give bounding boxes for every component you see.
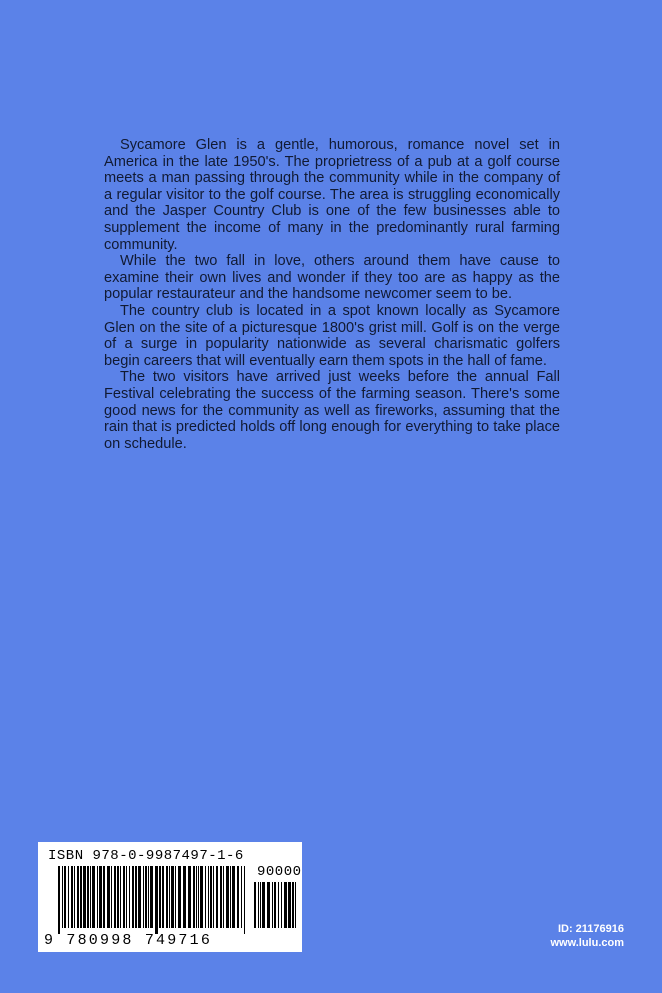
barcode-bar xyxy=(92,866,95,928)
barcode-bar xyxy=(90,866,91,928)
barcode-bar xyxy=(284,882,287,928)
barcode-bar xyxy=(193,866,195,928)
barcode-bar xyxy=(230,866,231,928)
barcode-bar xyxy=(71,866,73,928)
barcode-bar xyxy=(166,866,168,928)
barcode-bar xyxy=(198,866,199,928)
barcode-bar xyxy=(169,866,170,928)
barcode-bar xyxy=(175,866,176,928)
barcode-bar xyxy=(74,866,75,928)
barcode-bar xyxy=(205,866,206,928)
publisher-imprint xyxy=(550,922,624,950)
barcode-bar xyxy=(171,866,174,928)
barcode-bar xyxy=(68,866,69,928)
barcode-bar xyxy=(220,866,222,928)
barcode-bar xyxy=(241,866,242,928)
barcode-bar xyxy=(123,866,125,928)
ean-digits: 9 780998 749716 xyxy=(44,932,213,949)
blurb-paragraph: The country club is located in a spot known locally as Sycamore Glen on the site of a picturesque 1800's grist mill. Golf is on the verge of a surge in popularity nationwide as several charismatic golfers begin careers that will eventually earn them spots in the hall of fame. xyxy=(104,302,560,369)
back-cover-blurb xyxy=(104,137,560,452)
barcode-bar xyxy=(213,866,214,928)
barcode-bar xyxy=(114,866,116,928)
barcode-bar xyxy=(83,866,86,928)
barcode-bar xyxy=(258,882,259,928)
barcode-bar xyxy=(87,866,89,928)
blurb-paragraph: While the two fall in love, others around them have cause to examine their own lives and wonder if they too are as happy as the popular restaurateur and the handsome newcomer seem to be. xyxy=(104,253,560,303)
publisher-website: www.lulu.com xyxy=(550,937,624,949)
barcode-bar xyxy=(148,866,149,928)
barcode-bar xyxy=(295,882,296,928)
barcode-bar xyxy=(262,882,265,928)
barcode-bar xyxy=(216,866,218,928)
barcode-bar xyxy=(278,882,279,928)
barcode-bar xyxy=(132,866,134,928)
barcode-bar xyxy=(58,866,60,934)
barcode-bar xyxy=(143,866,144,928)
barcode-bar xyxy=(210,866,212,928)
barcode-bar xyxy=(244,866,245,934)
barcode-bar xyxy=(162,866,164,928)
barcode-bars xyxy=(58,866,248,934)
blurb-paragraph: The two visitors have arrived just weeks before the annual Fall Festival celebrating the success of the farming season. There's some good news for the community as well as fireworks, assuming that the rain that is predicted holds off long enough for everything to take place on schedule. xyxy=(104,369,560,452)
barcode-bar xyxy=(135,866,137,928)
barcode-bar xyxy=(159,866,161,928)
barcode-bar xyxy=(129,866,130,928)
barcode-bar xyxy=(145,866,147,928)
barcode-bar xyxy=(208,866,209,928)
barcode-bar xyxy=(62,866,63,928)
barcode-bar xyxy=(103,866,105,928)
barcode-bar xyxy=(138,866,141,928)
barcode-bar xyxy=(226,866,229,928)
barcode-bar xyxy=(97,866,98,928)
barcode-bar xyxy=(260,882,261,928)
barcode-bar xyxy=(64,866,66,928)
barcode-bar xyxy=(183,866,186,928)
barcode-bar xyxy=(126,866,127,928)
isbn-label: ISBN 978-0-9987497-1-6 xyxy=(48,848,244,864)
barcode-bar xyxy=(155,866,158,934)
barcode-bar xyxy=(288,882,291,928)
barcode-bar xyxy=(99,866,102,928)
barcode-bar xyxy=(223,866,224,928)
barcode-bar xyxy=(237,866,239,928)
book-id: ID: 21176916 xyxy=(557,923,624,935)
barcode-bar xyxy=(117,866,119,928)
barcode-bar xyxy=(272,882,273,928)
barcode-bar xyxy=(254,882,256,928)
barcode-bar xyxy=(267,882,270,928)
price-code: 90000 xyxy=(257,864,302,880)
barcode-bar xyxy=(80,866,82,928)
barcode-bar xyxy=(200,866,203,928)
barcode-bar xyxy=(274,882,276,928)
addon-barcode-bars xyxy=(254,882,298,934)
barcode-bar xyxy=(111,866,112,928)
barcode-bar xyxy=(178,866,181,928)
barcode-bar xyxy=(150,866,153,928)
barcode-bar xyxy=(232,866,235,928)
blurb-paragraph: Sycamore Glen is a gentle, humorous, romance novel set in America in the late 1950's. The proprietress of a pub at a golf course meets a man passing through the community while in the company of a regular visitor to the golf course. The area is struggling economically and the Jasper Country Club is one of the few businesses able to supplement the income of many in the predominantly rural farming community. xyxy=(104,137,560,253)
barcode-bar xyxy=(188,866,191,928)
barcode-bar xyxy=(120,866,121,928)
barcode-bar xyxy=(107,866,110,928)
barcode-bar xyxy=(77,866,79,928)
barcode-bar xyxy=(292,882,294,928)
barcode-bar xyxy=(196,866,197,928)
barcode-bar xyxy=(281,882,282,928)
isbn-barcode xyxy=(38,842,302,952)
